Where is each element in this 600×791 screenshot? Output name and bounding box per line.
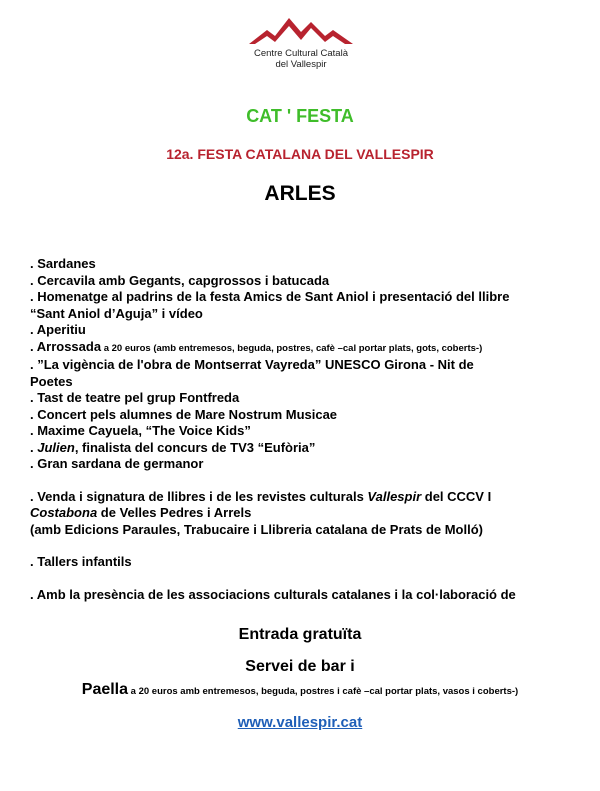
costabona-magazine: Costabona — [30, 505, 98, 520]
program-item: . Maxime Cayuela, “The Voice Kids” — [30, 423, 251, 438]
program-item: . Sardanes — [30, 256, 96, 271]
arrossada-detail: a 20 euros — [101, 342, 154, 354]
program-item: “Sant Aniol d’Aguja” i vídeo — [30, 305, 203, 321]
logo-line2: del Vallespir — [275, 59, 327, 70]
program-item: . Aperitiu — [30, 322, 86, 337]
website-link[interactable]: www.vallespir.cat — [237, 714, 363, 731]
logo-line1: Centre Cultural Català — [254, 48, 348, 59]
program-item-arrossada — [30, 339, 585, 358]
program-item: . Concert pels alumnes de Mare Nostrum Musicae — [30, 406, 338, 422]
venda-line3: (amb Edicions Paraules, Trabucaire i Llibreria catalana de Prats de Molló) — [30, 521, 483, 537]
julien-rest: , finalista del concurs de TV3 “Eufòria” — [74, 439, 316, 455]
event-subtitle: 12a. FESTA CATALANA DEL VALLESPIR — [166, 146, 434, 162]
program-item: . Tast de teatre pel grup Fontfreda — [30, 390, 240, 405]
arrossada-paren: (amb entremesos, beguda, postres, cafè –cal portar plats, gots, coberts-) — [153, 342, 483, 354]
servei-bar: Servei de bar i — [245, 658, 355, 675]
venda-line2: Costabona de Velles Pedres i Arrels — [30, 505, 252, 520]
event-town: ARLES — [264, 182, 336, 205]
event-title: CAT ' FESTA — [246, 106, 354, 126]
arrossada-lead: . Arrossada — [30, 338, 102, 354]
program-item: Poetes — [30, 373, 73, 389]
program-item: . Homenatge al padrins de la festa Amics de Sant Aniol i presentació del llibre — [30, 289, 510, 304]
program-item-julien — [30, 440, 585, 457]
julien-lead: . — [30, 439, 38, 455]
program-item: . Gran sardana de germanor — [30, 456, 204, 471]
presencia-item: . Amb la presència de les associacions culturals catalanes i la col·laboració de — [30, 586, 516, 602]
program-item: . Cercavila amb Gegants, capgrossos i batucada — [30, 272, 330, 288]
julien-name: Julien — [37, 439, 75, 455]
mountains-logo-icon — [247, 14, 355, 46]
vallespir-magazine: Vallespir — [367, 488, 422, 504]
program-list — [30, 256, 585, 603]
venda-line1: . Venda i signatura de llibres i de les revistes culturals Vallespir del CCCV I — [30, 488, 492, 504]
paella-line — [0, 681, 600, 699]
entrada-gratuita: Entrada gratuïta — [238, 626, 362, 643]
program-item: . ”La vigència de l'obra de Montserrat Vayreda” UNESCO Girona - Nit de — [30, 357, 474, 372]
paella-word: Paella — [81, 681, 129, 698]
logo — [246, 14, 356, 70]
paella-detail: a 20 euros amb entremesos, beguda, postres i cafè –cal portar plats, vasos i coberts-) — [128, 686, 519, 697]
tallers-item: . Tallers infantils — [30, 554, 132, 569]
